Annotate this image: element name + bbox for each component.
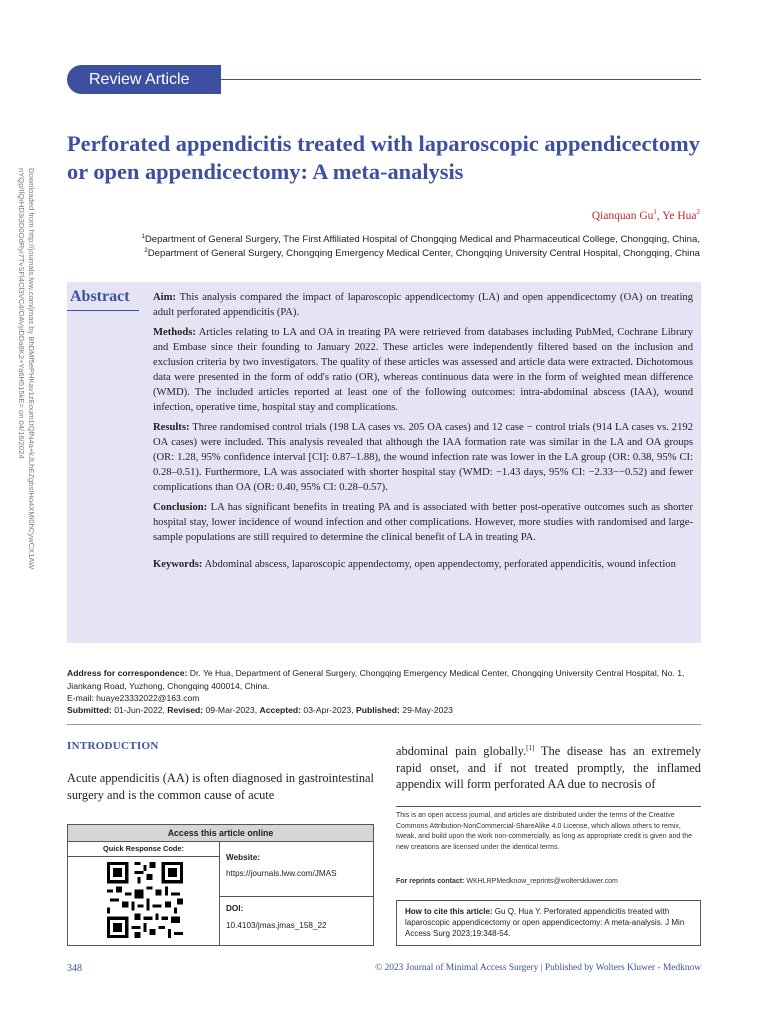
download-watermark-line-2: nYQp/IlQrHD3i3D0OdRyi7TvSFl4Cf3VC4/OAVpDDa8K2+Ya6H515kE= on 04/16/2024 <box>17 168 26 459</box>
abstract-aim <box>153 290 693 320</box>
submitted-date: 01-Jun-2022, <box>111 705 168 715</box>
correspondence-text: Dr. Ye Hua, Department of General Surgery, Chongqing Emergency Medical Center, Chongqing University Central Hospital, No. 1, Jiankang Road, Yuzhong, Chongqing 400014, China. <box>67 668 685 691</box>
author-name[interactable]: Ye Hua <box>662 209 697 222</box>
reprints-contact <box>396 878 618 885</box>
introduction-text: The disease has an extremely rapid onset, and if not treated promptly, the inflamed appendix will form perforated AA due to necrosis of <box>396 744 701 792</box>
section-divider <box>67 724 701 725</box>
accepted-label: Accepted: <box>259 705 302 715</box>
cite-label: How to cite this article: <box>405 907 493 916</box>
license-rule <box>396 806 701 807</box>
affiliation-text: Department of General Surgery, The First Affiliated Hospital of Chongqing Medical and Pharmaceutical College, Chongqing, China, <box>144 234 700 246</box>
affiliation-2 <box>100 248 700 259</box>
author-affiliation-mark: 1 <box>653 208 657 216</box>
submitted-label: Submitted: <box>67 705 112 715</box>
abstract-aim-text: This analysis compared the impact of laparoscopic appendicectomy (LA) and open appendicectomy (OA) on treating adult perforated appendicitis (PA). <box>153 292 693 318</box>
abstract-aim-label: Aim: <box>153 292 176 303</box>
doi-label: DOI: <box>226 904 244 913</box>
download-watermark-line-1: Downloaded from http://journals.lww.com/jmas by BhDMf5ePHKav1zEoum1tQfN4a+kJLhEZgbsIHo4XMi0hCywCX1AW <box>27 168 36 570</box>
journal-footer: © 2023 Journal of Minimal Access Surgery | Published by Wolters Kluwer - Medknow <box>375 963 701 973</box>
published-label: Published: <box>355 705 400 715</box>
abstract-methods <box>153 325 693 415</box>
introduction-text: abdominal pain globally. <box>396 744 527 759</box>
published-date: 29-May-2023 <box>399 705 453 715</box>
license-notice: This is an open access journal, and articles are distributed under the terms of the Creative Commons Attribution-NonCommercial-ShareAlike 4.0 License, which allows others to remix, tweak, and build upon the work non-commercially, as long as appropriate credit is given and the new creations are licensed under the identical terms. <box>396 812 692 851</box>
how-to-cite-box <box>396 900 701 946</box>
publication-dates <box>67 705 453 715</box>
introduction-heading: INTRODUCTION <box>67 740 159 752</box>
abstract-results-text: Three randomised control trials (198 LA cases vs. 205 OA cases) and 12 case − control trials (914 LA cases vs. 2192 OA cases) were included. This analysis revealed that although the IAA formation rate was similar in the LA and OA groups (OR: 1.28, 95% confidence interval [CI]: 0.87–1.88), the wound infection rate was lower in the LA group (OR: 0.38, 95% CI: 0.28–0.51). Furthermore, LA was associated with shorter hospital stay (WMD: −1.43 days, 95% CI: −2.33−−0.52) and fewer complications than OA (OR: 0.40, 95% CI: 0.28–0.57). <box>153 422 693 493</box>
introduction-paragraph-right <box>396 740 701 793</box>
abstract-methods-text: Articles relating to LA and OA in treating PA were retrieved from databases including PubMed, Cochrane Library and Embase since their founding to January 2022. These articles were independently filtered based on the inclusion and exclusion criteria by two investigators. The quality of these articles was assessed and article data were extracted. Dichotomous data were presented in the form of odd's ratio (OR), whereas continuous data were in the form of weighted mean difference (WMD). The included articles reported at least one of the following outcomes: intra-abdominal abscess (IAA), wound infection, operative time, hospital stay and complications. <box>153 327 693 413</box>
access-online-heading: Access this article online <box>68 825 373 842</box>
reprints-label: For reprints contact: <box>396 878 465 885</box>
affiliation-text: Department of General Surgery, Chongqing Emergency Medical Center, Chongqing University Central Hospital, Chongqing, China <box>147 248 700 260</box>
download-watermark <box>17 168 44 638</box>
banner-rule <box>221 79 701 80</box>
qr-code-label: Quick Response Code: <box>68 842 219 857</box>
abstract-keywords-text: Abdominal abscess, laparoscopic appendectomy, open appendectomy, perforated appendicitis, wound infection <box>202 559 676 570</box>
page-number: 348 <box>67 963 82 974</box>
access-box-divider-vertical <box>219 841 220 945</box>
citation-link[interactable]: [1] <box>526 744 535 752</box>
abstract-section <box>67 282 701 643</box>
cite-text: Gu Q, Hua Y. Perforated appendicitis treated with laparoscopic appendicectomy or open appendicectomy: A meta-analysis. J Min Access Surg 2023;19:348-54. <box>405 907 685 938</box>
qr-code-icon[interactable] <box>107 862 183 938</box>
author-affiliation-mark: 2 <box>696 208 700 216</box>
accepted-date: 03-Apr-2023, <box>301 705 356 715</box>
author-name[interactable]: Qianquan Gu <box>591 209 654 222</box>
author-list <box>592 208 700 222</box>
website-label: Website: <box>226 853 260 862</box>
abstract-keywords-label: Keywords: <box>153 559 203 570</box>
abstract-methods-label: Methods: <box>153 327 196 338</box>
correspondence-email[interactable]: E-mail: huaye23332022@163.com <box>67 693 200 703</box>
abstract-conclusion-text: LA has significant benefits in treating PA and is associated with better post-operative outcomes such as shorter hospital stay, lower incidence of wound infection and other complications. However, more studies with randomised and large-sample populations are still required to determine the clinical benefit of LA in treating PA. <box>153 502 693 543</box>
affiliation-1 <box>100 234 700 245</box>
affiliation-mark: 2 <box>144 248 148 254</box>
abstract-results <box>153 420 693 495</box>
affiliation-mark: 1 <box>141 234 145 240</box>
revised-date: 09-Mar-2023, <box>203 705 260 715</box>
abstract-conclusion-label: Conclusion: <box>153 502 208 513</box>
abstract-heading: Abstract <box>70 288 130 305</box>
introduction-paragraph-left: Acute appendicitis (AA) is often diagnosed in gastrointestinal surgery and is the common cause of acute <box>67 771 374 802</box>
abstract-keywords <box>153 557 693 572</box>
abstract-conclusion <box>153 500 693 545</box>
access-online-box <box>67 824 374 946</box>
article-title: Perforated appendicitis treated with laparoscopic appendicectomy or open appendicectomy: A meta-analysis <box>67 131 700 184</box>
abstract-heading-rule <box>67 310 139 311</box>
revised-label: Revised: <box>167 705 204 715</box>
correspondence-label: Address for correspondence: <box>67 668 188 678</box>
author-separator: , <box>656 209 663 222</box>
access-box-divider-horizontal <box>219 896 373 897</box>
correspondence-address <box>67 667 707 705</box>
article-type-banner: Review Article <box>67 65 221 94</box>
abstract-body <box>153 290 693 577</box>
website-link[interactable]: https://journals.lww.com/JMAS <box>226 869 337 878</box>
reprints-email[interactable]: WKHLRPMedknow_reprints@wolterskluwer.com <box>464 878 618 885</box>
abstract-results-label: Results: <box>153 422 190 433</box>
doi-link[interactable]: 10.4103/jmas.jmas_158_22 <box>226 921 327 930</box>
